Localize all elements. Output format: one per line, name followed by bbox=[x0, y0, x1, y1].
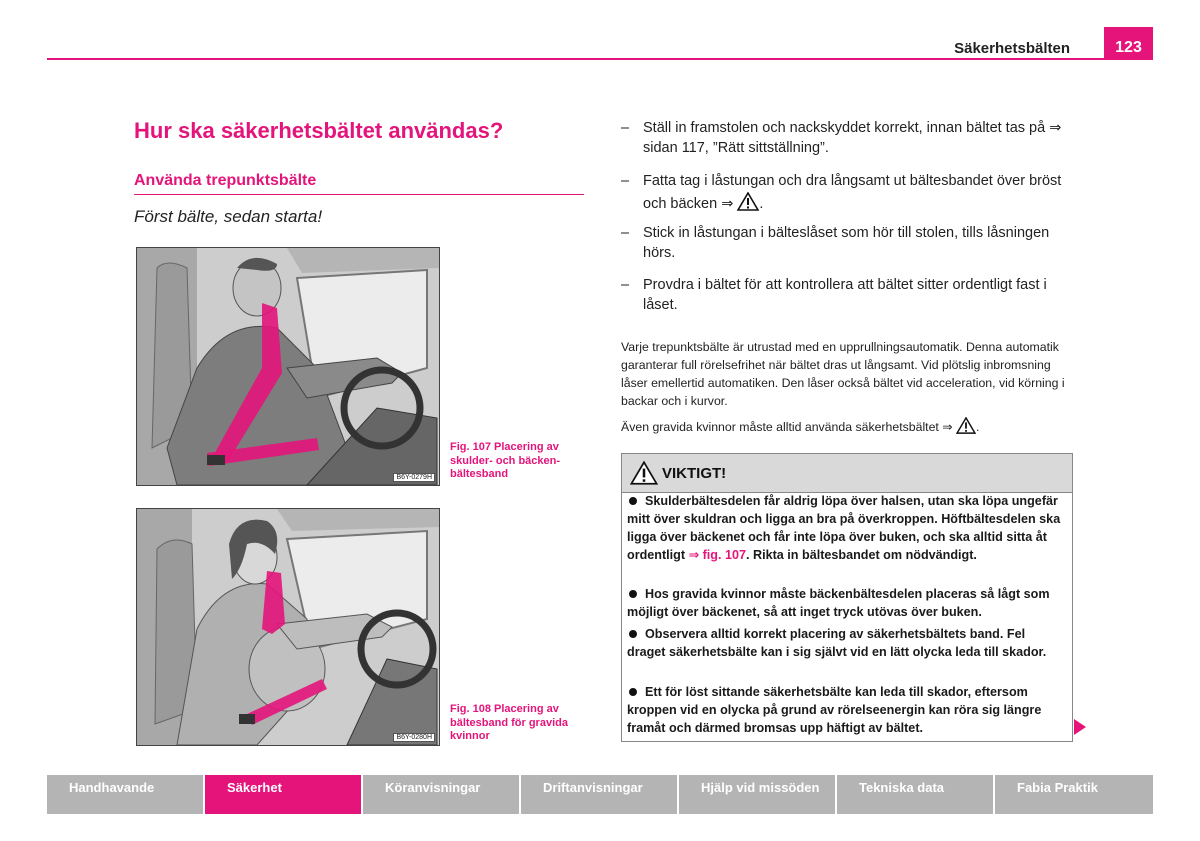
nav-tab-hjalp-vid-missoden[interactable]: Hjälp vid missöden bbox=[679, 775, 835, 814]
step-text: Stick in låstungan i bälteslåset som hör till stolen, tills låsningen hörs. bbox=[643, 225, 1050, 261]
tagline: Först bälte, sedan starta! bbox=[134, 207, 323, 226]
nav-tab-driftanvisningar[interactable]: Driftanvisningar bbox=[521, 775, 677, 814]
subsection-rule bbox=[134, 194, 584, 195]
nav-tab-fabia-praktik[interactable]: Fabia Praktik bbox=[995, 775, 1153, 814]
step-text: Provdra i bältet för att kontrollera att bältet sitter ordentligt fast i låset. bbox=[643, 277, 1047, 313]
figure-caption: Fig. 108 Placering av bältesband för gravida kvinnor bbox=[450, 703, 568, 742]
step-text: Fatta tag i låstungan och dra långsamt ut bältesbandet över bröst och bäcken ⇒ . bbox=[643, 173, 1062, 212]
warning-item: Observera alltid korrekt placering av säkerhetsbältets band. Fel draget säkerhetsbälte kan i sig självt vid en lätt olycka leda till skador. bbox=[627, 627, 1047, 659]
figure-caption: Fig. 107 Placering av skulder- och bäcken-bältesband bbox=[450, 441, 561, 480]
page-title: Hur ska säkerhetsbältet användas? bbox=[134, 118, 504, 143]
subsection-title: Använda trepunktsbälte bbox=[134, 172, 317, 189]
bullet bbox=[629, 688, 637, 696]
header-rule bbox=[47, 58, 1153, 60]
instruction-step bbox=[621, 119, 1071, 158]
nav-tab-tekniska-data[interactable]: Tekniska data bbox=[837, 775, 993, 814]
bullet bbox=[629, 590, 637, 598]
bullet bbox=[629, 497, 637, 505]
nav-tab-sakerhet[interactable]: Säkerhet bbox=[205, 775, 361, 814]
warning-triangle-icon bbox=[956, 417, 976, 434]
warning-triangle-icon bbox=[737, 192, 759, 211]
page-number: 123 bbox=[1104, 27, 1153, 60]
step-dash: – bbox=[621, 225, 630, 241]
warning-item: Skulderbältesdelen får aldrig löpa över halsen, utan ska löpa ungefär mitt över skuldran och ligga an bra på överkroppen. Höftbältesdelen ska ligga över bäckenet och får inte löpa över buken, och ska alltid sitta åt ordentligt ⇒ fig. 107. Rikta in bältesbandet om nödvändigt. bbox=[627, 494, 1061, 562]
figure-code: B6Y-0280H bbox=[393, 733, 435, 742]
nav-tab-koranvisningar[interactable]: Köranvisningar bbox=[363, 775, 519, 814]
warning-header bbox=[622, 454, 1072, 493]
pregnant-driver-seatbelt-illustration bbox=[137, 509, 439, 745]
chapter-nav-bar bbox=[47, 775, 1153, 814]
instruction-step bbox=[621, 172, 1071, 214]
step-dash: – bbox=[621, 277, 630, 293]
warning-item: Hos gravida kvinnor måste bäckenbältesdelen placeras så lågt som möjligt över bäckenet, så att inget tryck utövas över buken. bbox=[627, 587, 1050, 619]
body-paragraph: Varje trepunktsbälte är utrustad med en upprullningsautomatik. Denna automatik garanterar full rörelsefrihet när bältet dras ut långsamt. Vid plötslig inbromsning låser emellertid automatiken. Den låser också bältet vid acceleration, vid körning i backar och i kurvor. bbox=[621, 340, 1065, 408]
figure-108-illustration bbox=[136, 508, 440, 746]
body-paragraph: Även gravida kvinnor måste alltid använda säkerhetsbältet ⇒ . bbox=[621, 417, 1077, 436]
figure-code: B6Y-0279H bbox=[393, 473, 435, 482]
instruction-step bbox=[621, 224, 1071, 263]
warning-label: VIKTIGT! bbox=[662, 465, 727, 482]
warning-box bbox=[621, 453, 1073, 742]
nav-tab-handhavande[interactable]: Handhavande bbox=[47, 775, 203, 814]
figure-link[interactable]: ⇒ fig. 107 bbox=[688, 548, 747, 562]
step-text: Ställ in framstolen och nackskyddet korrekt, innan bältet tas på ⇒ sidan 117, ”Rätt sittställning”. bbox=[643, 120, 1062, 156]
section-title: Säkerhetsbälten bbox=[954, 40, 1070, 57]
step-dash: – bbox=[621, 120, 630, 136]
instruction-step bbox=[621, 276, 1071, 315]
driver-seatbelt-illustration bbox=[137, 248, 439, 485]
warning-item: Ett för löst sittande säkerhetsbälte kan leda till skador, eftersom kroppen vid en olycka på grund av rörelseenergin kan röra sig längre framåt och därmed bromsas upp häftigt av bältet. bbox=[627, 685, 1042, 735]
warning-triangle-icon bbox=[630, 461, 658, 485]
bullet bbox=[629, 630, 637, 638]
figure-107-illustration bbox=[136, 247, 440, 486]
next-page-arrow-icon[interactable] bbox=[1074, 719, 1086, 735]
step-dash: – bbox=[621, 173, 630, 189]
